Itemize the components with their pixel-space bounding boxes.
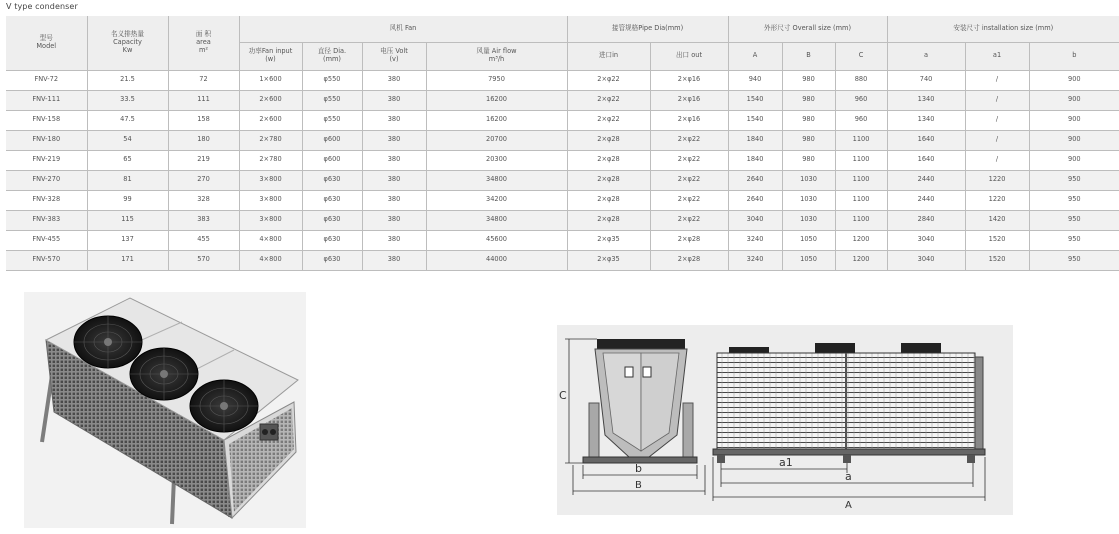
cell-overall-a: 1840 bbox=[728, 130, 782, 150]
table-row bbox=[6, 230, 1119, 250]
cell-pipe-out: 2×φ22 bbox=[650, 130, 728, 150]
cell-model: FNV-570 bbox=[6, 250, 87, 270]
cell-install-a1: / bbox=[965, 150, 1029, 170]
cell-pipe-in: 2×φ35 bbox=[567, 230, 650, 250]
cell-install-b: 900 bbox=[1029, 70, 1119, 90]
cell-pipe-in: 2×φ22 bbox=[567, 110, 650, 130]
header-fan-dia: 直径 Dia. (mm) bbox=[302, 42, 362, 70]
cell-overall-a: 1540 bbox=[728, 90, 782, 110]
dim-label-a1: a1 bbox=[779, 456, 793, 469]
cell-overall-b: 1050 bbox=[782, 250, 835, 270]
table-row bbox=[6, 250, 1119, 270]
cell-fan-volt: 380 bbox=[362, 230, 426, 250]
cell-fan-dia: φ630 bbox=[302, 250, 362, 270]
cell-fan-dia: φ630 bbox=[302, 170, 362, 190]
cell-pipe-out: 2×φ22 bbox=[650, 170, 728, 190]
header-install-b: b bbox=[1029, 42, 1119, 70]
cell-fan-input: 2×780 bbox=[239, 130, 302, 150]
cell-pipe-out: 2×φ16 bbox=[650, 70, 728, 90]
cell-model: FNV-328 bbox=[6, 190, 87, 210]
cell-pipe-in: 2×φ22 bbox=[567, 70, 650, 90]
cell-area: 270 bbox=[168, 170, 239, 190]
header-area: 面 积 area m² bbox=[168, 16, 239, 70]
cell-fan-dia: φ550 bbox=[302, 70, 362, 90]
cell-model: FNV-219 bbox=[6, 150, 87, 170]
dim-label-c: C bbox=[559, 389, 567, 402]
cell-pipe-in: 2×φ28 bbox=[567, 190, 650, 210]
header-overall-a: A bbox=[728, 42, 782, 70]
header-pipe-in: 进口in bbox=[567, 42, 650, 70]
cell-install-a1: / bbox=[965, 110, 1029, 130]
header-fan-input: 功率Fan input (w) bbox=[239, 42, 302, 70]
condenser-3d-image bbox=[24, 292, 306, 528]
header-install-group: 安装尺寸 installation size (mm) bbox=[887, 16, 1119, 42]
header-install-a: a bbox=[887, 42, 965, 70]
cell-overall-c: 880 bbox=[835, 70, 887, 90]
cell-area: 455 bbox=[168, 230, 239, 250]
header-overall-b: B bbox=[782, 42, 835, 70]
cell-overall-c: 1200 bbox=[835, 250, 887, 270]
header-fan-volt: 电压 Volt (v) bbox=[362, 42, 426, 70]
cell-install-b: 900 bbox=[1029, 130, 1119, 150]
cell-air-flow: 44000 bbox=[426, 250, 567, 270]
cell-air-flow: 20300 bbox=[426, 150, 567, 170]
cell-overall-a: 3040 bbox=[728, 210, 782, 230]
cell-fan-dia: φ600 bbox=[302, 130, 362, 150]
header-overall-c: C bbox=[835, 42, 887, 70]
cell-install-b: 950 bbox=[1029, 250, 1119, 270]
cell-overall-a: 2640 bbox=[728, 190, 782, 210]
cell-overall-b: 1030 bbox=[782, 190, 835, 210]
cell-install-a1: 1520 bbox=[965, 230, 1029, 250]
cell-fan-dia: φ600 bbox=[302, 150, 362, 170]
cell-model: FNV-383 bbox=[6, 210, 87, 230]
cell-overall-c: 960 bbox=[835, 110, 887, 130]
header-fan-group: 风机 Fan bbox=[239, 16, 567, 42]
cell-area: 72 bbox=[168, 70, 239, 90]
cell-area: 111 bbox=[168, 90, 239, 110]
cell-install-a: 3040 bbox=[887, 250, 965, 270]
dim-label-a-small: a bbox=[845, 470, 852, 483]
cell-install-a1: / bbox=[965, 130, 1029, 150]
cell-install-b: 900 bbox=[1029, 150, 1119, 170]
cell-pipe-in: 2×φ28 bbox=[567, 150, 650, 170]
cell-model: FNV-455 bbox=[6, 230, 87, 250]
cell-install-a: 2440 bbox=[887, 190, 965, 210]
cell-model: FNV-180 bbox=[6, 130, 87, 150]
cell-pipe-out: 2×φ22 bbox=[650, 210, 728, 230]
cell-install-b: 950 bbox=[1029, 230, 1119, 250]
dimension-drawing bbox=[557, 325, 1013, 515]
header-pipe-out: 出口 out bbox=[650, 42, 728, 70]
cell-install-a1: / bbox=[965, 90, 1029, 110]
dim-label-b-small: b bbox=[635, 462, 642, 475]
cell-air-flow: 45600 bbox=[426, 230, 567, 250]
cell-air-flow: 20700 bbox=[426, 130, 567, 150]
header-pipe-group: 接管规格Pipe Dia(mm) bbox=[567, 16, 728, 42]
cell-air-flow: 34200 bbox=[426, 190, 567, 210]
cell-pipe-in: 2×φ28 bbox=[567, 130, 650, 150]
cell-overall-a: 1540 bbox=[728, 110, 782, 130]
cell-overall-c: 1100 bbox=[835, 210, 887, 230]
cell-fan-volt: 380 bbox=[362, 90, 426, 110]
cell-capacity: 115 bbox=[87, 210, 168, 230]
cell-fan-volt: 380 bbox=[362, 190, 426, 210]
cell-install-a: 1340 bbox=[887, 110, 965, 130]
header-install-a1: a1 bbox=[965, 42, 1029, 70]
cell-air-flow: 34800 bbox=[426, 170, 567, 190]
cell-install-b: 950 bbox=[1029, 210, 1119, 230]
cell-fan-input: 4×800 bbox=[239, 250, 302, 270]
cell-install-a1: 1220 bbox=[965, 170, 1029, 190]
cell-capacity: 33.5 bbox=[87, 90, 168, 110]
cell-fan-dia: φ630 bbox=[302, 190, 362, 210]
spec-table bbox=[6, 16, 1119, 271]
cell-capacity: 47.5 bbox=[87, 110, 168, 130]
cell-fan-input: 3×800 bbox=[239, 210, 302, 230]
cell-pipe-out: 2×φ22 bbox=[650, 150, 728, 170]
cell-area: 180 bbox=[168, 130, 239, 150]
cell-fan-volt: 380 bbox=[362, 250, 426, 270]
table-row bbox=[6, 210, 1119, 230]
cell-pipe-in: 2×φ35 bbox=[567, 250, 650, 270]
cell-overall-b: 1050 bbox=[782, 230, 835, 250]
cell-overall-b: 1030 bbox=[782, 170, 835, 190]
cell-fan-input: 3×800 bbox=[239, 170, 302, 190]
cell-overall-c: 1100 bbox=[835, 130, 887, 150]
cell-overall-a: 3240 bbox=[728, 250, 782, 270]
spec-table-body bbox=[6, 70, 1119, 270]
dimension-drawing-panel bbox=[557, 325, 1013, 515]
cell-capacity: 54 bbox=[87, 130, 168, 150]
cell-model: FNV-111 bbox=[6, 90, 87, 110]
cell-install-a1: / bbox=[965, 70, 1029, 90]
table-row bbox=[6, 90, 1119, 110]
cell-overall-a: 2640 bbox=[728, 170, 782, 190]
cell-model: FNV-158 bbox=[6, 110, 87, 130]
cell-air-flow: 34800 bbox=[426, 210, 567, 230]
cell-install-a: 1640 bbox=[887, 130, 965, 150]
cell-overall-a: 3240 bbox=[728, 230, 782, 250]
cell-overall-a: 1840 bbox=[728, 150, 782, 170]
cell-install-a: 3040 bbox=[887, 230, 965, 250]
cell-install-a1: 1520 bbox=[965, 250, 1029, 270]
dim-label-a-large: A bbox=[845, 500, 852, 511]
cell-fan-input: 1×600 bbox=[239, 70, 302, 90]
cell-pipe-out: 2×φ16 bbox=[650, 90, 728, 110]
table-row bbox=[6, 110, 1119, 130]
cell-pipe-out: 2×φ28 bbox=[650, 230, 728, 250]
cell-install-b: 900 bbox=[1029, 110, 1119, 130]
cell-overall-b: 980 bbox=[782, 90, 835, 110]
cell-install-a: 740 bbox=[887, 70, 965, 90]
dim-label-b-large: B bbox=[635, 480, 642, 491]
cell-capacity: 137 bbox=[87, 230, 168, 250]
cell-model: FNV-72 bbox=[6, 70, 87, 90]
cell-install-b: 900 bbox=[1029, 90, 1119, 110]
cell-overall-b: 980 bbox=[782, 150, 835, 170]
cell-fan-input: 2×780 bbox=[239, 150, 302, 170]
cell-fan-dia: φ550 bbox=[302, 90, 362, 110]
cell-fan-dia: φ630 bbox=[302, 210, 362, 230]
cell-install-b: 950 bbox=[1029, 190, 1119, 210]
condenser-3d-drawing bbox=[24, 292, 306, 528]
cell-fan-input: 2×600 bbox=[239, 110, 302, 130]
cell-install-b: 950 bbox=[1029, 170, 1119, 190]
cell-fan-dia: φ550 bbox=[302, 110, 362, 130]
cell-install-a1: 1220 bbox=[965, 190, 1029, 210]
cell-pipe-out: 2×φ22 bbox=[650, 190, 728, 210]
header-fan-airflow: 风量 Air flow m³/h bbox=[426, 42, 567, 70]
cell-overall-c: 1200 bbox=[835, 230, 887, 250]
cell-pipe-out: 2×φ16 bbox=[650, 110, 728, 130]
cell-fan-volt: 380 bbox=[362, 210, 426, 230]
front-view bbox=[713, 343, 985, 463]
cell-fan-dia: φ630 bbox=[302, 230, 362, 250]
cell-install-a: 1640 bbox=[887, 150, 965, 170]
cell-model: FNV-270 bbox=[6, 170, 87, 190]
cell-capacity: 21.5 bbox=[87, 70, 168, 90]
cell-air-flow: 16200 bbox=[426, 110, 567, 130]
document-title: V type condenser bbox=[6, 2, 78, 11]
cell-overall-b: 980 bbox=[782, 130, 835, 150]
cell-overall-b: 980 bbox=[782, 70, 835, 90]
cell-install-a: 2840 bbox=[887, 210, 965, 230]
cell-fan-volt: 380 bbox=[362, 150, 426, 170]
table-row bbox=[6, 190, 1119, 210]
cell-install-a: 1340 bbox=[887, 90, 965, 110]
cell-air-flow: 7950 bbox=[426, 70, 567, 90]
cell-capacity: 81 bbox=[87, 170, 168, 190]
header-capacity: 名义排热量 Capacity Kw bbox=[87, 16, 168, 70]
cell-area: 219 bbox=[168, 150, 239, 170]
header-model: 型号 Model bbox=[6, 16, 87, 70]
cell-fan-volt: 380 bbox=[362, 110, 426, 130]
cell-fan-volt: 380 bbox=[362, 170, 426, 190]
cell-overall-b: 1030 bbox=[782, 210, 835, 230]
cell-area: 158 bbox=[168, 110, 239, 130]
table-row bbox=[6, 130, 1119, 150]
cell-overall-c: 1100 bbox=[835, 150, 887, 170]
cell-pipe-out: 2×φ28 bbox=[650, 250, 728, 270]
side-view bbox=[583, 339, 697, 463]
cell-capacity: 65 bbox=[87, 150, 168, 170]
cell-overall-a: 940 bbox=[728, 70, 782, 90]
cell-capacity: 99 bbox=[87, 190, 168, 210]
cell-overall-c: 1100 bbox=[835, 170, 887, 190]
cell-overall-c: 960 bbox=[835, 90, 887, 110]
table-row bbox=[6, 150, 1119, 170]
cell-fan-input: 3×800 bbox=[239, 190, 302, 210]
cell-overall-c: 1100 bbox=[835, 190, 887, 210]
cell-capacity: 171 bbox=[87, 250, 168, 270]
cell-fan-volt: 380 bbox=[362, 70, 426, 90]
cell-pipe-in: 2×φ28 bbox=[567, 170, 650, 190]
cell-area: 570 bbox=[168, 250, 239, 270]
cell-fan-volt: 380 bbox=[362, 130, 426, 150]
cell-fan-input: 4×800 bbox=[239, 230, 302, 250]
cell-install-a1: 1420 bbox=[965, 210, 1029, 230]
cell-fan-input: 2×600 bbox=[239, 90, 302, 110]
header-overall-group: 外形尺寸 Overall size (mm) bbox=[728, 16, 887, 42]
table-row bbox=[6, 170, 1119, 190]
cell-area: 383 bbox=[168, 210, 239, 230]
cell-air-flow: 16200 bbox=[426, 90, 567, 110]
cell-install-a: 2440 bbox=[887, 170, 965, 190]
cell-overall-b: 980 bbox=[782, 110, 835, 130]
cell-pipe-in: 2×φ22 bbox=[567, 90, 650, 110]
cell-pipe-in: 2×φ28 bbox=[567, 210, 650, 230]
cell-area: 328 bbox=[168, 190, 239, 210]
table-row bbox=[6, 70, 1119, 90]
